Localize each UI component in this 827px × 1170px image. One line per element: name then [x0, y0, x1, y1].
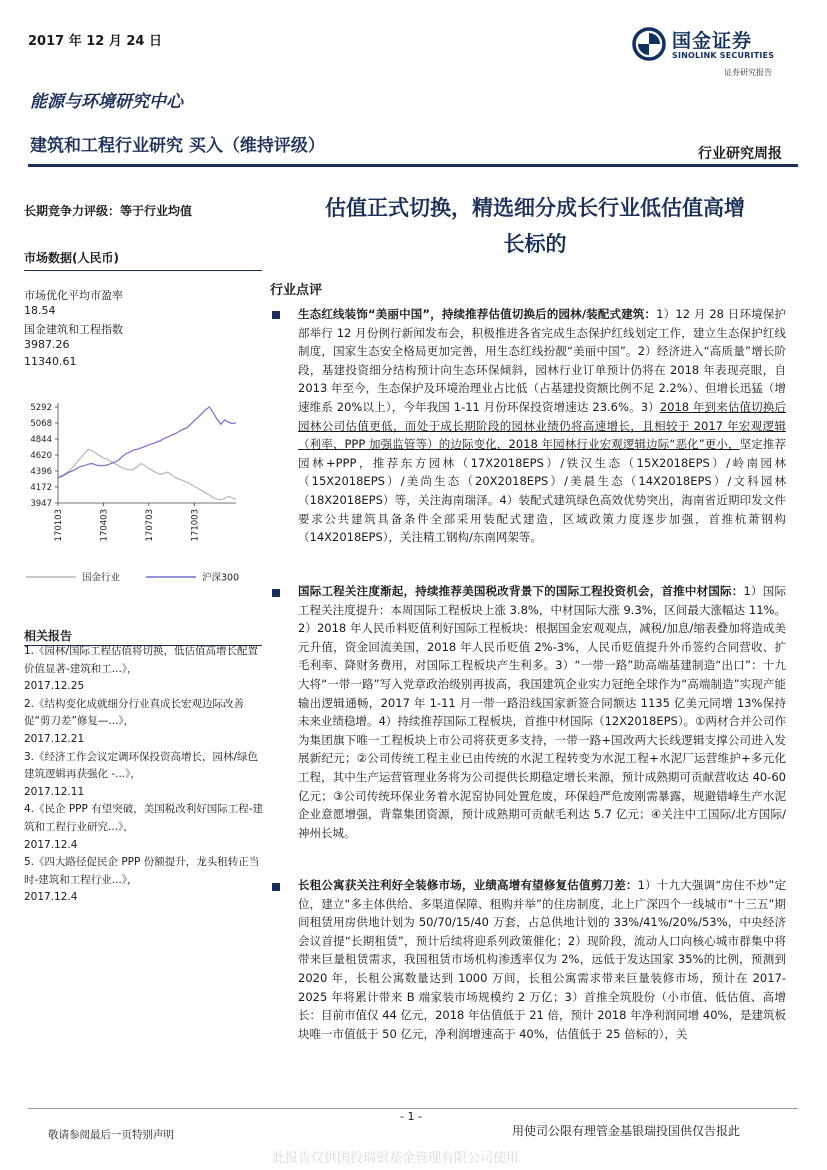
market-data-value: 18.54: [24, 304, 56, 317]
paragraph-underlined-text: 2018 年到来估值切换后园林公司估值更低，而处于成长期阶段的园林业绩仍将高速增长，且相较于 2017 年宏观逻辑（利率、PPP 加强监管等）的边际变化，2018 年园林行业宏观逻辑边际“恶化”更小，: [298, 399, 786, 452]
sinolink-logo-icon: [632, 27, 666, 61]
related-report-title: 1.《园林/国际工程估值将切换，低估值高增长配置价值显著-建筑和工...》，: [24, 645, 259, 675]
y-tick-label: 4844: [30, 434, 52, 445]
industry-rating-title: 建筑和工程行业研究 买入（维持评级）: [30, 136, 325, 156]
related-report-date: 2017.12.25: [24, 680, 85, 693]
logo-english: SINOLINK SECURITIES: [672, 51, 775, 60]
header-divider: [28, 164, 798, 167]
related-report-item[interactable]: [24, 643, 264, 696]
paragraph-text: 1）12 月 28 日环境保护部举行 12 月份例行新闻发布会，积极推进各省完成生态保护红线划定工作，建立生态保护红线制度，国家生态安全格局更加完善，用生态红线扮靓“美丽中国”。2）经济进入“高质量”增长阶段，基建投资细分结构预计向生态环保倾斜，园林行业订单预计仍将在 2018 年表现亮眼，自 2013 年至今，生态保护及环境治理业占比低（占基建投资额比例不足 2.2%）、但增长迅猛（增速维系 20%以上），今年我国 1-11 月份环保投资增速达 23.6%。3）: [298, 307, 786, 414]
x-tick-label: 171003: [190, 509, 201, 542]
related-report-title: 3.《经济工作会议定调环保投资高增长，园林/绿色建筑逻辑再获强化 -...》，: [24, 750, 259, 781]
footer-usage-notice: 用使司公限有理管金基银瑞投国供仅告报此: [512, 1124, 741, 1138]
watermark: 此报告仅供国投瑞银基金管理有限公司使用: [272, 1151, 520, 1166]
related-report-title: 4.《民企 PPP 有望突破，美国税改利好国际工程-建筑和工程行业研究...》，: [24, 803, 263, 833]
commentary-paragraph-3: [298, 876, 786, 1081]
y-tick-label: 5292: [30, 403, 52, 413]
report-date: 2017 年 12 月 24 日: [28, 34, 162, 49]
commentary-paragraph-1: [298, 305, 786, 573]
sidebar-divider: [24, 270, 262, 271]
market-data-label: 国金建筑和工程指数: [24, 323, 123, 336]
paragraph-lead: 生态红线装饰“美丽中国”，持续推荐估值切换后的园林/装配式建筑：: [298, 307, 657, 321]
report-title: [270, 190, 800, 262]
related-report-date: 2017.12.4: [24, 891, 78, 904]
related-report-date: 2017.12.4: [24, 838, 78, 851]
x-tick-label: 170103: [54, 509, 64, 542]
related-report-title: 5.《四大路径促民企 PPP 份额提升，龙头租转正当时-建筑和工程行业...》，: [24, 856, 260, 886]
y-tick-label: 4620: [30, 450, 52, 461]
y-tick-label: 4396: [30, 466, 52, 477]
logo-name: 国金证券: [672, 30, 753, 52]
bullet-icon: [272, 883, 280, 891]
section-heading: 行业点评: [270, 283, 323, 298]
related-reports-title: 相关报告: [24, 629, 73, 643]
related-report-date: 2017.12.11: [24, 785, 85, 798]
market-data-label: 市场优化平均市盈率: [24, 289, 123, 302]
series-line: [58, 449, 236, 500]
index-performance-chart: [18, 395, 264, 595]
paragraph-lead: 长租公寓获关注利好全装修市场，业绩高增有望修复估值剪刀差：: [298, 878, 638, 892]
bullet-icon: [272, 589, 280, 597]
market-data-title: 市场数据(人民币): [24, 251, 119, 265]
related-report-item[interactable]: [24, 801, 264, 854]
report-title-line2: 长标的: [503, 232, 567, 256]
legend-label: 沪深300: [202, 572, 240, 584]
paragraph-text: 1）国际工程关注度提升：本周国际工程板块上涨 3.8%，中材国际大涨 9.3%，区间最大涨幅达 11%。2）2018 年人民币料贬值利好国际工程板块：根据国金宏观观点，减税/加息/缩表叠加将造成美元升值，资金回流美国，2018 年人民币贬值 2%-3%，人民币贬值提升外币签约合同营收、扩毛利率、降财务费用，对国际工程板块产生利多。3）“一带一路”助高端基建制造“出口”：十九大将“一带一路”写入党章政治级别再拔高，我国建筑企业实力冠绝全球作为“高端制造”实现产能输出逻辑通畅，2017 年 1-11 月一带一路沿线国家新签合同额达 1135 亿美元同增 13%保持未来业绩稳增。4）持续推荐国际工程板块，首推中材国际（12X2018EPS）。①两材合并公司作为集团旗下唯一工程板块上市公司将获更多支持，一带一路+国改两大长线逻辑支撑公司进入发展新纪元；②公司传统工程主业已由传统的水泥工程转变为水泥工程+水泥厂运营维护+多元化工程，其中生产运营管理业务将为公司提供长期稳定增长来源，预计成熟期可贡献营收达 40-60 亿元；③公司传统环保业务着水泥窑协同处置危废，环保趋严危废刚需暴露，规避错峰生产水泥企业意愿增强，背靠集团资源，预计成熟期可贡献毛利达 5.7 亿元；④关注中工国际/北方国际/神州长城。: [298, 584, 786, 840]
report-type: 行业研究周报: [698, 146, 782, 162]
y-tick-label: 4172: [30, 482, 52, 493]
x-tick-label: 170403: [99, 509, 110, 542]
related-report-item[interactable]: [24, 854, 264, 907]
paragraph-text: 坚定推荐园林+PPP，推荐东方园林（17X2018EPS）/铁汉生态（15X2018EPS）/岭南园林（15X2018EPS）/美尚生态（20X2018EPS）/美晨生态（14X2018EPS）/文科园林（18X2018EPS）等，关注海南瑞泽。4）装配式建筑绿色高效优势突出，海南省近期印发文件要求公共建筑具备条件全部采用装配式建造，区域政策力度逐步加强，首推杭萧钢构（14X2018EPS），关注精工钢构/东南网架等。: [298, 437, 787, 545]
long-term-rating: 长期竞争力评级：等于行业均值: [24, 204, 193, 218]
market-data-value: 11340.61: [24, 355, 77, 368]
footer-divider: [28, 1108, 798, 1109]
y-tick-label: 5068: [30, 418, 52, 429]
x-tick-label: 170703: [144, 509, 155, 542]
paragraph-text: 1）十九大强调“房住不炒”定位，建立“多主体供给、多渠道保障、租购并举”的住房制度，北上广深四个一线城市“十三五”期间租赁用房供地计划为 50/70/15/40 万套，占总供地计划的 33%/41%/20%/53%，中央经济会议首提“长期租赁”，预计后续将迎系列政策催化；2）现阶段，流动人口向核心城市群集中将带来巨量租赁需求，我国租赁市场机构渗透率仅为 2%，远低于发达国家 35%的比例，预测到 2020 年，长租公寓数量达到 1000 万间，长租公寓需求带来巨量装修市场，预计在 2017-2025 年将累计带来 B 端家装市场规模约 2 万亿；3）首推全筑股份（小市值、低估值、高增长：目前市值仅 44 亿元，2018 年估值低于 21 倍，预计 2018 年净利润同增 40%，是建筑板块唯一市值低于 50 亿元，净利润增速高于 40%，估值低于 25 倍标的），关: [298, 878, 787, 1041]
related-report-title: 2.《结构变化成就细分行业真成长宏观边际改善促“剪刀差”修复—...》，: [24, 697, 245, 728]
research-center: 能源与环境研究中心: [30, 92, 183, 112]
related-report-date: 2017.12.21: [24, 732, 85, 745]
company-logo: [632, 24, 792, 82]
commentary-paragraph-2: [298, 582, 786, 865]
related-report-item[interactable]: [24, 749, 264, 802]
page-number: - 1 -: [400, 1110, 422, 1123]
related-report-item[interactable]: [24, 696, 264, 749]
market-data-value: 3987.26: [24, 338, 70, 351]
y-tick-label: 3947: [30, 499, 52, 509]
report-title-line1: 估值正式切换，精选细分成长行业低估值高增: [325, 196, 745, 220]
logo-subtitle: 证券研究报告: [724, 68, 772, 77]
legend-label: 国金行业: [82, 572, 121, 584]
disclaimer-note: 敬请参阅最后一页特别声明: [48, 1129, 174, 1141]
bullet-icon: [272, 311, 280, 319]
paragraph-lead: 国际工程关注度渐起，持续推荐美国税改背景下的国际工程投资机会，首推中材国际：: [298, 584, 744, 598]
related-reports-list: [24, 643, 264, 907]
